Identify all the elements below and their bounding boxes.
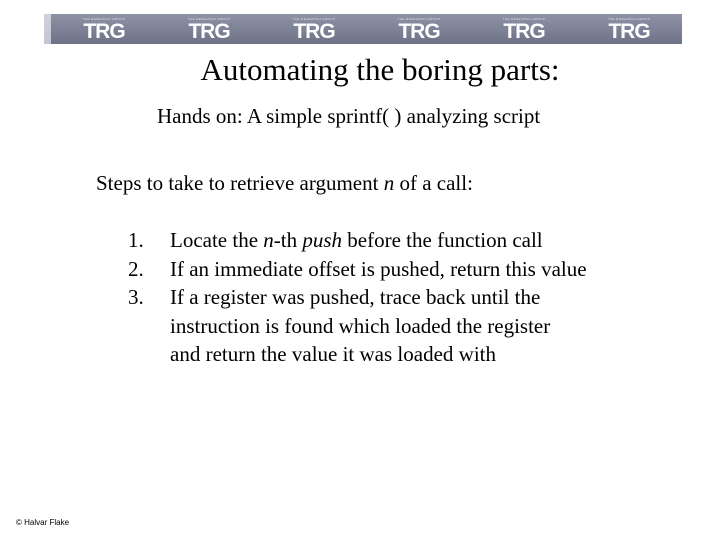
step-text-line: and return the value it was loaded with <box>170 342 496 366</box>
logo-tagline: THE RESEARCH GROUP <box>397 17 441 21</box>
intro-text: Steps to take to retrieve argument <box>96 171 384 195</box>
step-number: 2. <box>128 256 144 281</box>
header-banner <box>44 14 678 44</box>
logo-mark: TRG <box>83 20 125 43</box>
logo-tagline: THE RESEARCH GROUP <box>502 17 546 21</box>
logo-tagline: THE RESEARCH GROUP <box>292 17 336 21</box>
logo-mark: TRG <box>503 20 545 43</box>
logo-tagline: THE RESEARCH GROUP <box>82 17 126 21</box>
slide-subtitle: Hands on: A simple sprintf( ) analyzing script <box>157 104 541 128</box>
step-item <box>128 283 688 369</box>
step-text: -th <box>273 228 303 252</box>
trg-logo <box>576 14 682 44</box>
logo-tagline: THE RESEARCH GROUP <box>187 17 231 21</box>
step-number: 1. <box>128 228 144 252</box>
step-emphasis: n <box>263 228 274 252</box>
slide-title: Automating the boring parts: <box>200 52 560 87</box>
step-text: If an immediate offset is pushed, return this value <box>170 256 587 281</box>
intro-text-end: of a call: <box>394 171 473 195</box>
trg-logo <box>471 14 577 44</box>
logo-mark: TRG <box>188 20 230 43</box>
trg-logo <box>366 14 472 44</box>
step-item <box>128 255 688 284</box>
logo-tagline: THE RESEARCH GROUP <box>607 17 651 21</box>
intro-variable: n <box>383 171 395 195</box>
step-text-line: instruction is found which loaded the register <box>170 313 551 338</box>
step-text: before the function call <box>342 228 543 252</box>
step-item <box>128 226 688 255</box>
trg-logo <box>156 14 262 44</box>
logo-mark: TRG <box>293 20 335 43</box>
step-text-line: If a register was pushed, trace back until the <box>170 285 541 309</box>
trg-logo <box>51 14 157 44</box>
trg-logo <box>261 14 367 44</box>
steps-list <box>128 226 688 369</box>
steps-intro <box>96 170 473 196</box>
logo-mark: TRG <box>608 20 650 43</box>
step-text: Locate the <box>170 228 264 252</box>
logo-mark: TRG <box>398 20 440 43</box>
step-number: 3. <box>128 285 144 309</box>
copyright-footer: © Halvar Flake <box>16 518 70 527</box>
step-emphasis: push <box>302 228 343 252</box>
